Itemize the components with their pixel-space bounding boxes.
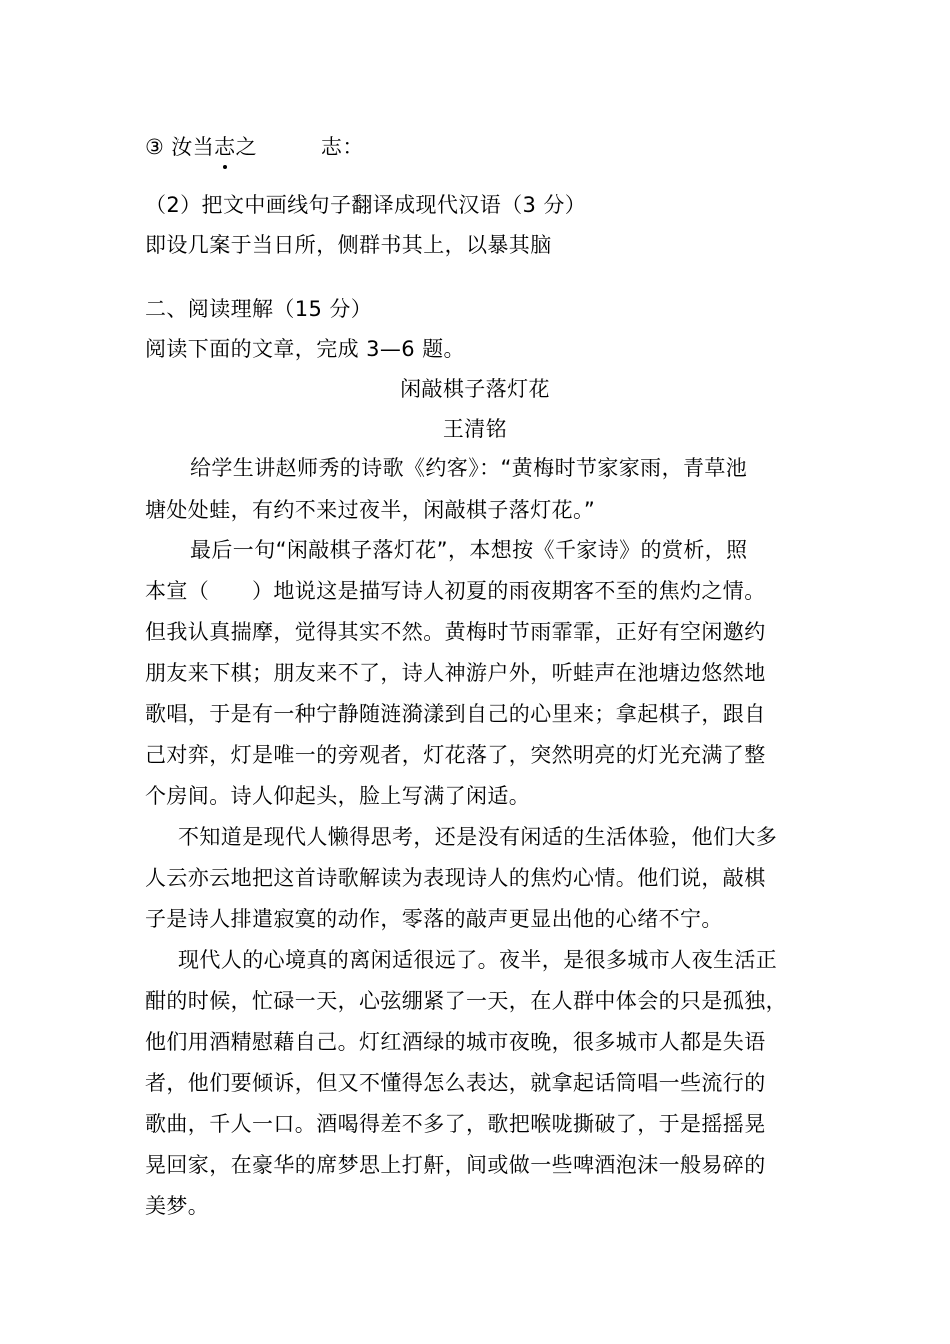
article-line: 歌唱，于是有一种宁静随涟漪漾到自己的心里来；拿起棋子，跟自	[145, 702, 766, 726]
article-line: 不知道是现代人懒得思考，还是没有闲适的生活体验，他们大多	[178, 825, 778, 849]
article-line: 人云亦云地把这首诗歌解读为表现诗人的焦灼心情。他们说，敲棋	[145, 866, 766, 890]
article-line: 己对弈，灯是唯一的旁观者，灯花落了，突然明亮的灯光充满了整	[145, 743, 766, 767]
article-line: 酣的时候，忙碌一天，心弦绷紧了一天，在人群中体会的只是孤独，	[145, 989, 787, 1013]
section-heading: 二、阅读理解（15 分）	[145, 297, 373, 321]
article-line: 者，他们要倾诉，但又不懂得怎么表达，就拿起话筒唱一些流行的	[145, 1071, 766, 1095]
article-line: 最后一句“闲敲棋子落灯花”，本想按《千家诗》的赏析，照	[190, 538, 748, 562]
article-title: 闲敲棋子落灯花	[400, 377, 550, 401]
article-author: 王清铭	[442, 417, 508, 441]
article-line: 歌曲，千人一口。酒喝得差不多了，歌把喉咙撕破了，于是摇摇晃	[145, 1112, 766, 1136]
article-line: 但我认真揣摩，觉得其实不然。黄梅时节雨霏霏，正好有空闲邀约	[145, 620, 766, 644]
question-2-prompt: （2）把文中画线句子翻译成现代汉语（3 分）	[145, 193, 587, 217]
article-line: 他们用酒精慰藉自己。灯红酒绿的城市夜晚，很多城市人都是失语	[145, 1030, 766, 1054]
article-line: 给学生讲赵师秀的诗歌《约客》：“黄梅时节家家雨，青草池	[190, 456, 748, 480]
question-item-3-answer-label: 志：	[320, 135, 364, 159]
article-line: 塘处处蛙，有约不来过夜半，闲敲棋子落灯花。”	[145, 498, 596, 522]
article-line: 子是诗人排遣寂寞的动作，零落的敲声更显出他的心绪不宁。	[145, 907, 723, 931]
article-line: 个房间。诗人仰起头，脸上写满了闲适。	[145, 784, 531, 808]
article-line: 晃回家，在豪华的席梦思上打鼾，间或做一些啤酒泡沫一般易碎的	[145, 1153, 766, 1177]
article-line: 朋友来下棋；朋友来不了，诗人神游户外，听蛙声在池塘边悠然地	[145, 661, 766, 685]
question-item-3-suffix: 之	[235, 135, 257, 159]
question-item-3-prefix: ③ 汝当	[145, 135, 215, 159]
dotted-character: 志	[214, 126, 235, 168]
question-2-sentence: 即设几案于当日所，侧群书其上，以暴其脑	[145, 233, 552, 257]
question-item-3	[145, 126, 805, 168]
article-line: 美梦。	[145, 1194, 210, 1218]
section-instruction: 阅读下面的文章，完成 3—6 题。	[145, 337, 465, 361]
article-line: 本宣（ ）地说这是描写诗人初夏的雨夜期客不至的焦灼之情。	[145, 579, 766, 603]
article-line: 现代人的心境真的离闲适很远了。夜半，是很多城市人夜生活正	[178, 948, 778, 972]
